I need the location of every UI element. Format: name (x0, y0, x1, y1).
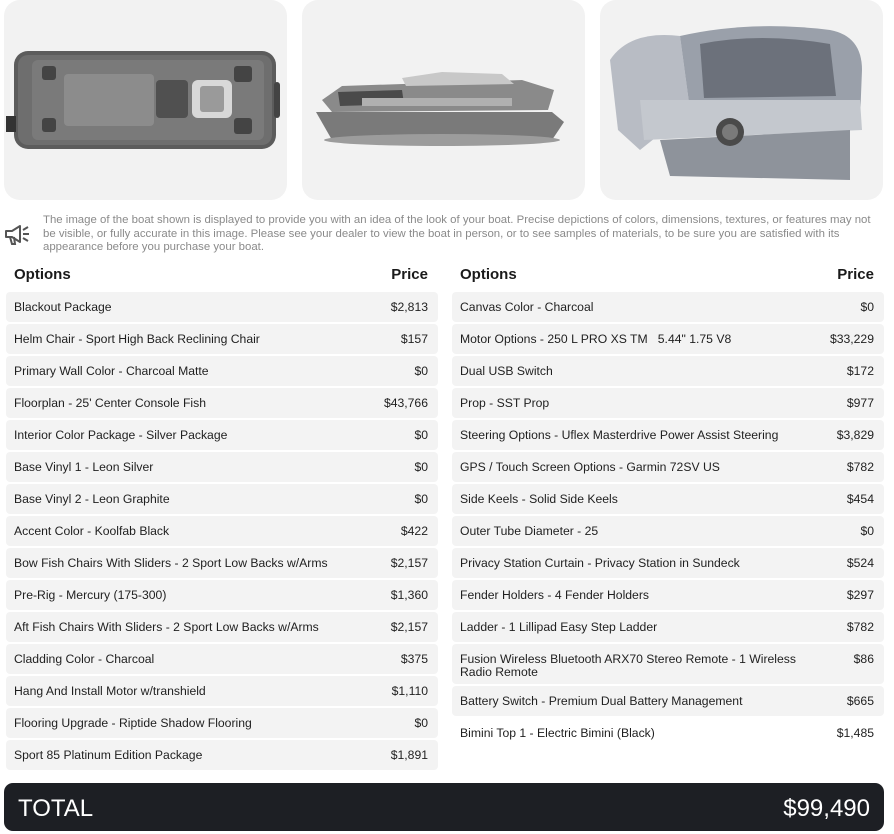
option-price: $0 (860, 524, 874, 538)
option-price: $782 (846, 460, 874, 474)
table-row (452, 580, 884, 610)
table-row (452, 388, 884, 418)
option-price: $977 (846, 396, 874, 410)
option-price: $0 (414, 428, 428, 442)
option-label: Bimini Top 1 - Electric Bimini (Black) (460, 726, 655, 740)
option-price: $1,485 (836, 726, 874, 740)
table-row (6, 292, 438, 322)
table-row (6, 708, 438, 738)
table-row (6, 516, 438, 546)
option-label: Prop - SST Prop (460, 396, 550, 410)
option-label: Helm Chair - Sport High Back Reclining Chair (14, 332, 260, 346)
table-row (6, 452, 438, 482)
total-label: TOTAL (18, 795, 94, 822)
option-price: $524 (846, 556, 874, 570)
option-price: $33,229 (829, 332, 874, 346)
option-price: $1,891 (390, 748, 428, 762)
total-value: $99,490 (783, 795, 870, 822)
table-row (6, 484, 438, 514)
table-row (452, 612, 884, 642)
option-label: Cladding Color - Charcoal (14, 652, 155, 666)
disclaimer-text: The image of the boat shown is displayed to provide you with an idea of the look of your boat. Precise depictions of colors, dimensions, textures, or features may not be visible, or fully accurate in this image. Please see your dealer to view the boat in person, or to see samples of materials, to be sure you are satisfied with its appearance before you purchase your boat. (43, 214, 871, 254)
option-label: Blackout Package (14, 300, 112, 314)
option-price: $2,813 (390, 300, 428, 314)
option-price: $2,157 (390, 620, 428, 634)
table-row (452, 356, 884, 386)
option-label: Dual USB Switch (460, 364, 553, 378)
price-header: Price (837, 266, 874, 283)
table-row (452, 686, 884, 716)
table-row (6, 580, 438, 610)
option-price: $2,157 (390, 556, 428, 570)
option-price: $422 (400, 524, 428, 538)
table-row (6, 612, 438, 642)
table-row (452, 292, 884, 322)
table-row (452, 644, 884, 684)
option-price: $43,766 (383, 396, 428, 410)
table-row (452, 452, 884, 482)
option-label: Sport 85 Platinum Edition Package (14, 748, 203, 762)
option-label: Primary Wall Color - Charcoal Matte (14, 364, 209, 378)
table-row (6, 548, 438, 578)
option-label: Fender Holders - 4 Fender Holders (460, 588, 649, 602)
table-row (452, 548, 884, 578)
options-table-left (6, 262, 438, 772)
table-row (452, 420, 884, 450)
boat-floorplan-image[interactable] (4, 0, 287, 200)
price-header: Price (391, 266, 428, 283)
options-header: Options (460, 266, 517, 283)
image-disclaimer (0, 214, 894, 258)
table-row (452, 484, 884, 514)
option-price: $454 (846, 492, 874, 506)
option-price: $3,829 (836, 428, 874, 442)
option-label: Side Keels - Solid Side Keels (460, 492, 618, 506)
option-label: Battery Switch - Premium Dual Battery Management (460, 694, 743, 708)
option-price: $86 (853, 652, 874, 666)
table-row (6, 420, 438, 450)
option-label: Bow Fish Chairs With Sliders - 2 Sport Low Backs w/Arms (14, 556, 328, 570)
option-label: Privacy Station Curtain - Privacy Station in Sundeck (460, 556, 740, 570)
table-row (6, 356, 438, 386)
option-label: Outer Tube Diameter - 25 (460, 524, 599, 538)
boat-side-view-image[interactable] (302, 0, 585, 200)
option-label: Interior Color Package - Silver Package (14, 428, 228, 442)
option-price: $0 (860, 300, 874, 314)
option-label: Base Vinyl 2 - Leon Graphite (14, 492, 170, 506)
option-price: $0 (414, 460, 428, 474)
option-price: $665 (846, 694, 874, 708)
seat-detail-image[interactable] (600, 0, 883, 200)
total-bar (4, 783, 884, 831)
megaphone-icon (3, 222, 31, 253)
table-row (452, 718, 884, 748)
option-price: $1,110 (391, 684, 428, 698)
option-label: Aft Fish Chairs With Sliders - 2 Sport Low Backs w/Arms (14, 620, 319, 634)
option-price: $782 (846, 620, 874, 634)
option-price: $0 (414, 492, 428, 506)
table-row (452, 516, 884, 546)
table-row (6, 388, 438, 418)
option-price: $1,360 (390, 588, 428, 602)
option-label: Accent Color - Koolfab Black (14, 524, 170, 538)
option-label: Fusion Wireless Bluetooth ARX70 Stereo Remote - 1 Wireless Radio Remote (460, 652, 796, 679)
option-label: Ladder - 1 Lillipad Easy Step Ladder (460, 620, 658, 634)
option-price: $172 (846, 364, 874, 378)
table-row (6, 644, 438, 674)
option-label: Base Vinyl 1 - Leon Silver (14, 460, 154, 474)
option-price: $375 (400, 652, 428, 666)
options-table-right (452, 262, 884, 750)
option-label: GPS / Touch Screen Options - Garmin 72SV US (460, 460, 720, 474)
option-label: Flooring Upgrade - Riptide Shadow Flooring (14, 716, 252, 730)
option-label: Steering Options - Uflex Masterdrive Power Assist Steering (460, 428, 779, 442)
option-price: $297 (846, 588, 874, 602)
option-label: Motor Options - 250 L PRO XS TM 5.44" 1.75 V8 (460, 332, 732, 346)
table-header (6, 262, 438, 290)
options-header: Options (14, 266, 71, 283)
table-row (6, 740, 438, 770)
option-price: $0 (414, 364, 428, 378)
option-label: Pre-Rig - Mercury (175-300) (14, 588, 167, 602)
table-row (6, 676, 438, 706)
table-row (452, 324, 884, 354)
option-label: Hang And Install Motor w/transhield (14, 684, 206, 698)
table-row (6, 324, 438, 354)
option-label: Canvas Color - Charcoal (460, 300, 594, 314)
option-label: Floorplan - 25' Center Console Fish (14, 396, 207, 410)
option-price: $157 (400, 332, 428, 346)
option-price: $0 (414, 716, 428, 730)
boat-images-strip (0, 0, 894, 205)
table-header (452, 262, 884, 290)
